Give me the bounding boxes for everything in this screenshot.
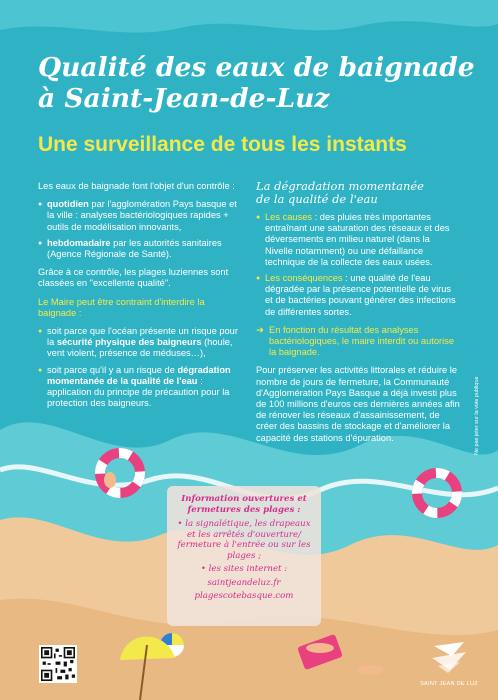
mayor-item-quality: ● soit parce qu'il y a un risque de dégradation momentanée de la qualité de l'eau : application du principe de précaution pour la protection des baigneurs. <box>38 365 242 410</box>
saint-jean-de-luz-logo <box>419 640 479 694</box>
info-link-saintjeandeluz[interactable]: saintjeandeluz.fr <box>207 577 281 588</box>
sunbather <box>306 643 334 653</box>
control-item-weekly: ● hebdomadaire par les autorités sanitaires (Agence Régionale de Santé). <box>38 238 242 260</box>
info-link-plagescotebasque[interactable]: plagescotebasque.com <box>194 591 294 601</box>
mayor-list <box>38 326 242 409</box>
conclusion-text: Grâce à ce contrôle, les plages luziennes sont classées en "excellente qualité". <box>38 267 229 289</box>
title-line-1: Qualité des eaux de baignade <box>38 52 475 83</box>
info-title: Information ouvertures et fermetures des plages : <box>181 494 307 515</box>
sunbather-2 <box>357 665 383 675</box>
arrow-right-icon: ➜ <box>256 324 264 335</box>
decision-text: ➜ En fonction du résultat des analyses bactériologiques, le maire interdit ou autorise la baignade. <box>256 324 455 358</box>
mayor-item-safety: ● soit parce que l'océan présente un risque pour la sécurité physique des baigneurs (houle, vent violent, présence de méduses…), <box>38 326 242 360</box>
causes-item: ● Les causes : des pluies très importantes entraînant une saturation des réseaux et des déversements en milieu naturel (dans la Nivelle notamment) ou une défaillance technique de la collecte des eaux usées. <box>256 212 460 268</box>
info-bullet-signage: • la signalétique, les drapeaux et les arrêtés d'ouverture/ fermeture à l'entrée ou sur les plages ; <box>177 519 311 561</box>
intro-text: Les eaux de baignade font l'objet d'un contrôle : <box>38 181 235 191</box>
left-column <box>38 181 242 416</box>
consequences-item: ● Les conséquences : une qualité de l'eau dégradée par la présence potentielle de virus et de bactéries pouvant générer des infections de différentes sortes. <box>256 273 460 318</box>
swimmer <box>104 472 116 488</box>
logo-wordmark: SAINT JEAN DE LUZ <box>420 681 478 687</box>
right-heading: La dégradation momentanée de la qualité de l'eau <box>256 179 424 206</box>
page-subtitle: Une surveillance de tous les instants <box>38 133 407 156</box>
qr-code-icon <box>41 647 75 681</box>
litter-notice: Ne pas jeter sur la voie publique <box>474 376 480 455</box>
qr-code[interactable] <box>39 645 77 683</box>
cause-list <box>256 212 460 318</box>
investment-text: Pour préserver les activités littorales et réduire le nombre de jours de fermeture, la Communauté d'Agglomération Pays Basque a déjà investi plus de 100 millions d'euros ces dernières années afin de rénover les réseaux d'assainissement, de créer des bassins de stockage et d'améliorer la capacité des stations d'épuration. <box>256 365 460 443</box>
info-bullet-websites: • les sites internet : <box>200 564 288 574</box>
info-box <box>167 486 321 626</box>
control-list <box>38 199 242 260</box>
right-column <box>256 180 460 451</box>
mayor-title: Le Maire peut être contraint d'interdire la baignade : <box>38 296 205 318</box>
city-logo-icon <box>430 640 468 674</box>
title-line-2: à Saint-Jean-de-Luz <box>38 83 330 114</box>
control-item-daily: ● quotidien par l'agglomération Pays basque et la ville : analyses bactériologiques rapides + outils de modélisation innovants, <box>38 199 242 233</box>
page-title <box>38 52 478 114</box>
